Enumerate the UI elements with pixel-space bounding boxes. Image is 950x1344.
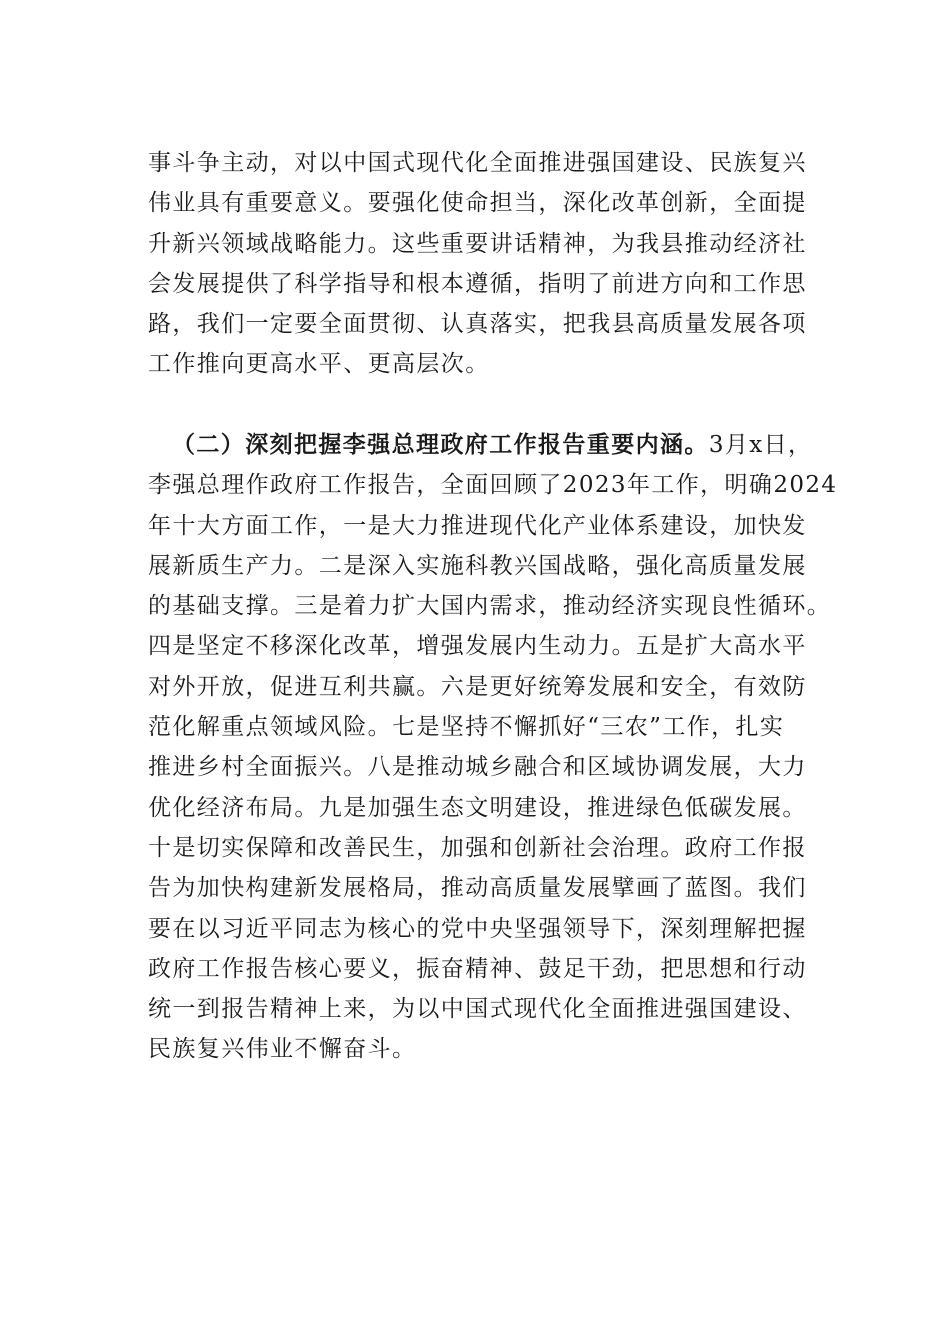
text-line: 事斗争主动，对以中国式现代化全面推进强国建设、民族复兴 (148, 150, 807, 176)
text-line: 政府工作报告核心要义，振奋精神、鼓足干劲，把思想和行动 (148, 955, 807, 982)
text-line: 范化解重点领域风险。七是坚持不懈抓好“三农”工作，扎实 (148, 714, 785, 741)
text-line: 会发展提供了科学指导和根本遵循，指明了前进方向和工作思 (148, 270, 807, 297)
text-line: 路，我们一定要全面贯彻、认真落实，把我县高质量发展各项 (148, 311, 807, 338)
text-line: 告为加快构建新发展格局，推动高质量发展擘画了蓝图。我们 (148, 875, 807, 902)
text-line: 伟业具有重要意义。要强化使命担当，深化改革创新，全面提 (148, 190, 807, 217)
text-line: 年十大方面工作，一是大力推进现代化产业体系建设，加快发 (148, 512, 807, 539)
text-line: 李强总理作政府工作报告，全面回顾了2023年工作，明确2024 (148, 472, 838, 499)
text-line: 工作推向更高水平、更高层次。 (148, 351, 490, 378)
section-heading-line (148, 425, 828, 465)
paragraph-2 (148, 425, 838, 1070)
text-line: 的基础支撑。三是着力扩大国内需求，推动经济实现良性循环。 (148, 593, 832, 620)
section-heading: （二）深刻把握李强总理政府工作报告重要内涵。 (172, 431, 709, 458)
text-line: 优化经济布局。九是加强生态文明建设，推进绿色低碳发展。 (148, 794, 807, 821)
text-line: 对外开放，促进互利共赢。六是更好统筹发展和安全，有效防 (148, 673, 807, 700)
heading-line-rest: 3月x日， (708, 432, 813, 458)
text-line: 四是坚定不移深化改革，增强发展内生动力。五是扩大高水平 (148, 633, 807, 660)
text-line: 推进乡村全面振兴。八是推动城乡融合和区域协调发展，大力 (148, 754, 807, 781)
text-line: 升新兴领域战略能力。这些重要讲话精神，为我县推动经济社 (148, 230, 807, 257)
text-line: 十是切实保障和改善民生，加强和创新社会治理。政府工作报 (148, 834, 807, 861)
text-line: 要在以习近平同志为核心的党中央坚强领导下，深刻理解把握 (148, 915, 807, 942)
paragraph-1 (148, 143, 828, 385)
text-line: 统一到报告精神上来，为以中国式现代化全面推进强国建设、 (148, 996, 807, 1023)
text-line: 民族复兴伟业不懈奋斗。 (148, 1036, 417, 1063)
text-line: 展新质生产力。二是深入实施科教兴国战略，强化高质量发展 (148, 552, 807, 579)
